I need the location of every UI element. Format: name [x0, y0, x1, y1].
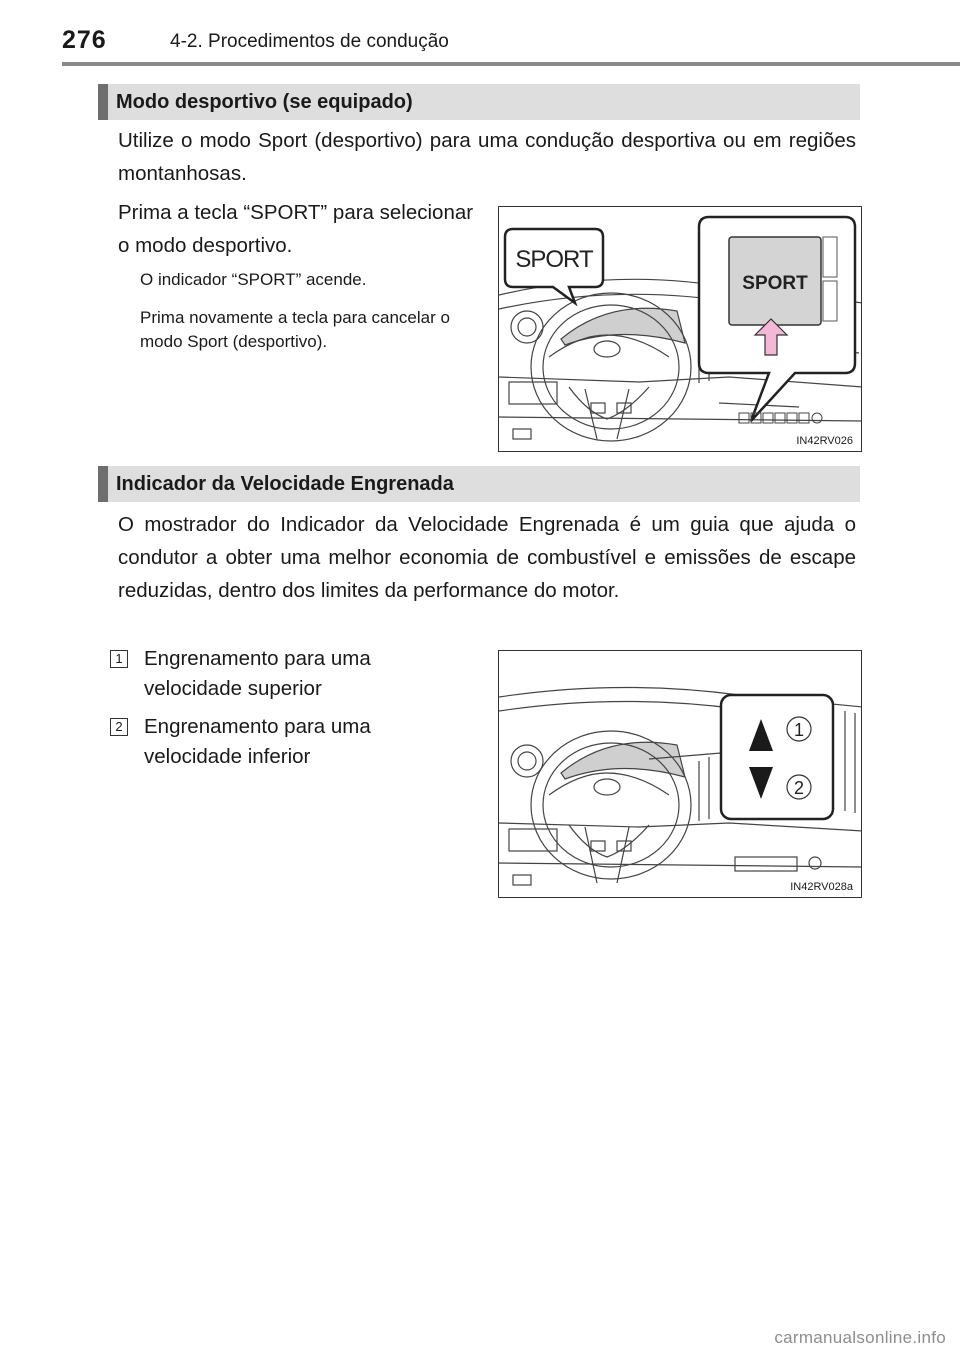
section-heading-sport-mode: Modo desportivo (se equipado)	[98, 84, 860, 120]
chapter-title: 4-2. Procedimentos de condução	[170, 31, 449, 52]
watermark: carmanualsonline.info	[774, 1328, 946, 1347]
gear-dashboard-illustration	[499, 651, 862, 898]
section-heading-gear-indicator: Indicador da Velocidade Engrenada	[98, 466, 860, 502]
figure-code: IN42RV028a	[790, 881, 853, 893]
header-divider	[62, 62, 960, 66]
sport-indicator-label: SPORT	[515, 246, 593, 273]
figure-code: IN42RV026	[796, 435, 853, 447]
sport-mode-note-1: O indicador “SPORT” acende.	[140, 270, 367, 289]
list-number-badge: 2	[110, 718, 128, 736]
gear-indicator-intro: O mostrador do Indicador da Velocidade Engrenada é um guia que ajuda o condutor a obter uma melhor economia de combustível e emissões de escape reduzidas, dentro dos limites da performance do motor.	[118, 513, 856, 602]
gear-up-description: Engrenamento para uma velocidade superior	[144, 647, 371, 700]
sport-mode-intro: Utilize o modo Sport (desportivo) para uma condução desportiva ou em regiões montanhosas.	[118, 129, 856, 185]
list-number-badge: 1	[110, 650, 128, 668]
sport-mode-figure	[498, 206, 862, 452]
callout-2: 2	[793, 778, 805, 798]
sport-button-label: SPORT	[742, 273, 808, 294]
callout-1: 1	[793, 720, 805, 740]
page-number: 276	[62, 26, 107, 54]
sport-dashboard-illustration	[499, 207, 862, 452]
sport-mode-note-2: Prima novamente a tecla para cancelar o modo Sport (desportivo).	[140, 308, 450, 351]
gear-down-description: Engrenamento para uma velocidade inferior	[144, 715, 371, 768]
gear-indicator-figure	[498, 650, 862, 898]
sport-mode-instruction: Prima a tecla “SPORT” para selecionar o modo desportivo.	[118, 201, 474, 257]
